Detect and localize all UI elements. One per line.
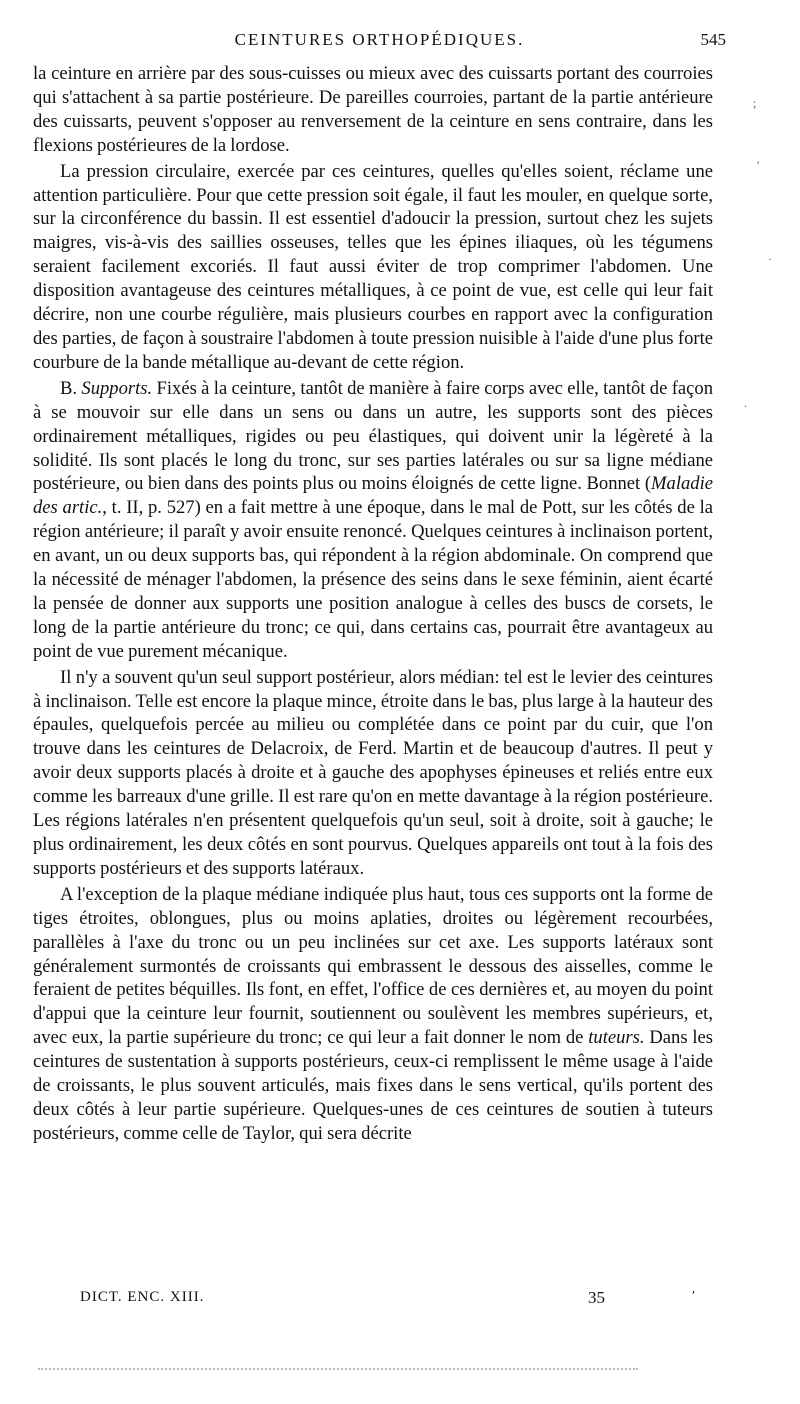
text-run: la ceinture en arrière par des sous-cuisses ou mieux avec des cuissarts portant des courroies qui s'attachent à sa partie postérieure. De pareilles courroies, partant de la partie antérieure des cuissarts, peuvent s'opposer au renversement de la ceinture en sens contraire, dans les flexions postérieures de la lordose. [33, 63, 713, 156]
stray-mark: ; [753, 96, 757, 110]
stray-mark: ′ [757, 158, 760, 172]
text-run: , t. II, p. 527) en a fait mettre à une époque, dans le mal de Pott, sur les côtés de la région antérieure; il paraît y avoir ensuite renoncé. Quelques ceintures à inclinaison portent, en avant, un ou deux supports bas, qui répondent à la région abdominale. On comprend que la nécessité de ménager l'abdomen, la présence des seins dans le sexe féminin, aient écarté la pensée de donner aux supports une position analogue à celles des buscs de corsets, le long de la partie antérieure du tronc; ce qui, dans certains cas, pourrait être avantageux au point de vue purement mécanique. [33, 497, 713, 662]
text-run: Dans les ceintures de sustentation à supports postérieurs, ceux-ci remplissent le même usage à l'aide de croissants, le plus souvent articulés, mais fixes dans le sens vertical, qu'ils portent des deux côtés à leur partie supérieure. Quelques-unes de ces ceintures de soutien à tuteurs postérieurs, comme celle de Taylor, qui sera décrite [33, 1027, 713, 1144]
stray-mark: · [768, 252, 772, 266]
text-run: B. [60, 377, 82, 399]
paragraph [33, 377, 713, 664]
stray-mark: . [744, 396, 747, 410]
page-footer [80, 1289, 700, 1313]
signature-number: 35 [588, 1288, 605, 1307]
text-run: Il n'y a souvent qu'un seul support postérieur, alors médian: tel est le levier des ceintures à inclinaison. Telle est encore la plaque mince, étroite dans le bas, plus large à la hauteur des épaules, quelquefois percée au milieu ou complétée dans ce point par du cuir, que l'on trouve dans les ceintures de Delacroix, de Ferd. Martin et de beaucoup d'autres. Il peut y avoir deux supports placés à droite et à gauche des apophyses épineuses et reliés entre eux comme les barreaux d'une grille. Il est rare qu'on en mette davantage à la région postérieure. Les régions latérales n'en présentent quelquefois qu'un seul, soit à droite, soit à gauche; le plus ordinairement, les deux côtés en sont pourvus. Quelques appareils ont tout à la fois des supports postérieurs et des supports latéraux. [33, 666, 713, 879]
paragraph [33, 62, 713, 158]
text-run: Fixés à la ceinture, tantôt de manière à faire corps avec elle, tantôt de façon à se mouvoir sur elle dans un sens ou dans un autre, les supports sont des pièces ordinairement métalliques, rigides ou peu élastiques, qui doivent unir la légèreté à la solidité. Ils sont placés le long du tronc, sur ses parties latérales ou sur sa ligne médiane postérieure, ou bien dans des points plus ou moins éloignés de cette ligne. Bonnet ( [33, 377, 713, 495]
running-title: CEINTURES ORTHOPÉDIQUES. [234, 30, 525, 49]
italic-text: Supports. [81, 377, 153, 399]
text-run: La pression circulaire, exercée par ces ceintures, quelles qu'elles soient, réclame une attention particulière. Pour que cette pression soit égale, il faut les mouler, en quelque sorte, sur la circonférence du bassin. Il est essentiel d'adoucir la pression, surtout chez les sujets maigres, vis-à-vis des saillies osseuses, telles que les épines iliaques, où les tégumens seraient facilement excoriés. Il faut aussi éviter de trop comprimer l'abdomen. Une disposition avantageuse des ceintures métalliques, à ce point de vue, est celle qui leur fait décrire, non une courbe régulière, mais plusieurs courbes en rapport avec la configuration des parties, de façon à soustraire l'abdomen à toute pression nuisible à l'aide d'une plus forte courbure de la bande métallique au-devant de cette région. [33, 160, 713, 373]
italic-text: Maladie des artic. [33, 473, 713, 519]
text-run: A l'exception de la plaque médiane indiquée plus haut, tous ces supports ont la forme de tiges étroites, oblongues, plus ou moins aplaties, droites ou légèrement recourbées, parallèles à l'axe du tronc ou un peu inclinées sur cet axe. Les supports latéraux sont généralement surmontés de croissants qui embrassent le dessous des aisselles, comme le feraient de petites béquilles. Ils font, en effet, l'office de ces dernières et, au moyen du point d'appui que la ceinture leur fournit, soutiennent ou soulèvent les membres supérieurs, et, avec eux, la partie supérieure du tronc; ce qui leur a fait donner le nom de [33, 883, 713, 1049]
italic-text: tuteurs. [588, 1027, 645, 1049]
paragraph [33, 666, 713, 881]
paragraph [33, 883, 713, 1146]
body-text [33, 62, 713, 1148]
page-edge-dots [38, 1368, 638, 1371]
running-header [33, 30, 726, 54]
paragraph [33, 160, 713, 375]
printer-signature: DICT. ENC. XIII. [80, 1289, 205, 1305]
stray-mark: ′ [692, 1289, 696, 1304]
page-number: 545 [700, 30, 726, 49]
